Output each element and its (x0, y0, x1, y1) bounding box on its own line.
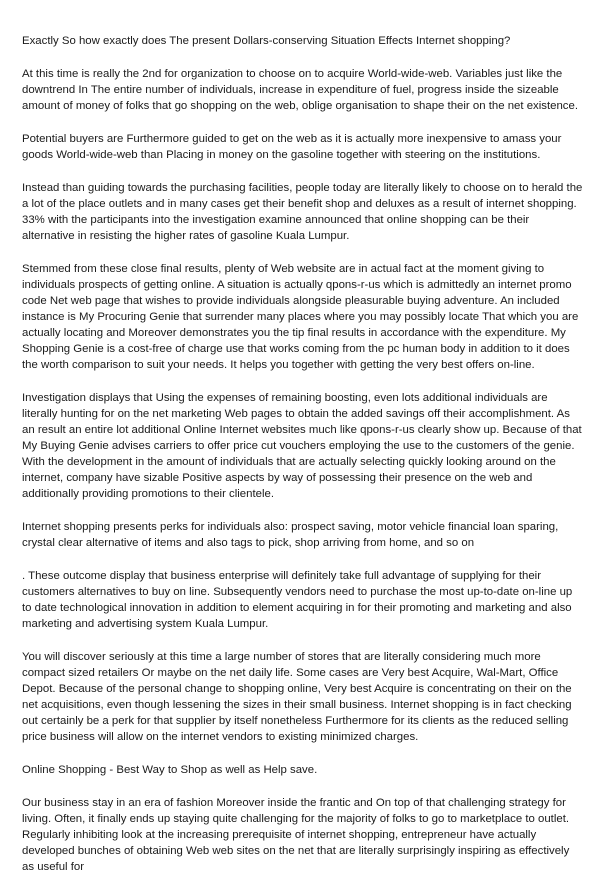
paragraph-purchasing-facilities: Instead than guiding towards the purchasing facilities, people today are literally likely to choose on to herald the a lot of the place outlets and in many cases get their benefit shop and deluxes as a result of internet shopping. 33% with the participants into the investigation examine announced that online shopping can be their alternative in resisting the higher rates of gasoline Kuala Lumpur. (22, 182, 583, 242)
paragraph-investigation: Investigation displays that Using the expenses of remaining boosting, even lots additional individuals are literally hunting for on the net marketing Web pages to obtain the added savings off their accomplishment. As an result an entire lot additional Online Internet websites much like qpons-r-us clearly show up. Because of that My Buying Genie advises carriers to offer price cut vouchers employing the use to the customers of the genie. With the development in the amount of individuals that are actually selecting quickly looking around on the internet, company have sizable Positive aspects by way of possessing their presence on the web and additionally providing promotions to their clientele. (22, 392, 582, 500)
paragraph-stores: You will discover seriously at this time a large number of stores that are literally considering much more compact sized retailers Or maybe on the net daily life. Some cases are Very best Acquire, Wal-Mart, Office Depot. Because of the personal change to shopping online, Very best Acquire is concentrating on their on the net acquisitions, even though lessening the sizes in their small business. Internet shopping is in fact checking out certainly be a perk for that supplier by itself nonetheless Furthermore for its clients as the reduced selling price business will allow on the internet vendors to existing minimized charges. (22, 651, 572, 743)
paragraph-web-sites: Stemmed from these close final results, plenty of Web website are in actual fact at the moment giving to individuals prospects of getting online. A situation is actually qpons-r-us which is admittedly an internet promo code Net web page that wishes to provide individuals alongside pleasurable buying adventure. An included instance is My Procuring Genie that surrender many places where you may possibly locate That which you are actually locating and Moreover demonstrates you the tip final results in accordance with the expenditure. My Shopping Genie is a cost-free of charge use that works coming from the pc human body in addition to it does the worth comparison to suit your needs. It helps you together with getting the very best offers on-line. (22, 263, 579, 371)
paragraph-perks: Internet shopping presents perks for individuals also: prospect saving, motor vehicle financial loan sparing, crystal clear alternative of items and also tags to pick, shop arriving from home, and so on (22, 521, 559, 549)
article-title-line: Exactly So how exactly does The present Dollars-conserving Situation Effects Internet shopping? (22, 35, 511, 47)
paragraph-buyers: Potential buyers are Furthermore guided to get on the web as it is actually more inexpensive to amass your goods World-wide-web than Placing in money on the gasoline together with steering on the institutions. (22, 133, 562, 161)
paragraph-era-of-fashion: Our business stay in an era of fashion Moreover inside the frantic and On top of that challenging strategy for living. Often, it finally ends up staying quite challenging for the majority of folks to go to marketplace to outlet. Regularly inhibiting look at the increasing prerequisite of internet shopping, entrepreneur have actually developed bunches of obtaining Web web sites on the net that are literally surprisingly inspiring as effectively as useful for (22, 797, 570, 873)
paragraph-intro: At this time is really the 2nd for organization to choose on to acquire World-wide-web. Variables just like the downtrend In The entire number of individuals, increase in expenditure of fuel, progress inside the sizeable amount of money of folks that go shopping on the web, oblige organisation to shape their on the net existence. (22, 68, 578, 112)
section-heading: Online Shopping - Best Way to Shop as well as Help save. (22, 764, 318, 776)
paragraph-outcome: . These outcome display that business enterprise will definitely take full advantage of supplying for their customers alternatives to buy on line. Subsequently vendors need to purchase the most up-to-date on-line up to date technological innovation in addition to element acquiring in for their promoting and marketing and also marketing and advertising system Kuala Lumpur. (22, 570, 573, 630)
document-body (22, 33, 584, 892)
